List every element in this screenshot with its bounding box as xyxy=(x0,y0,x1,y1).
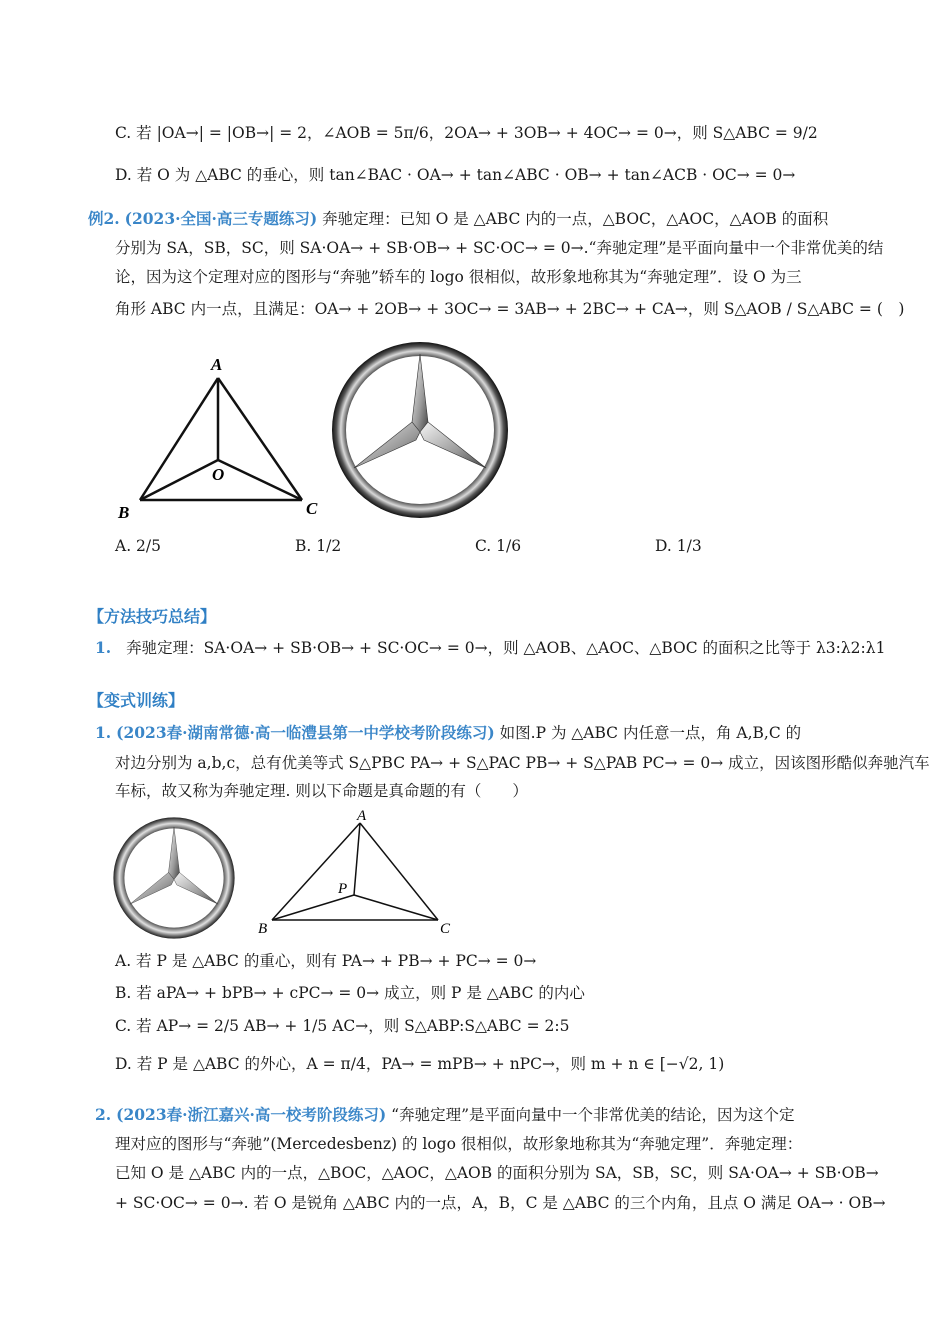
q1-number: 1. xyxy=(95,723,112,742)
prev-option-d: D. 若 O 为 △ABC 的垂心，则 tan∠BAC · OA→ + tan∠ABC · OB→ + tan∠ACB · OC→ = 0→ xyxy=(115,166,796,184)
q1-option-b: B. 若 aPA→ + bPB→ + cPC→ = 0→ 成立，则 P 是 △ABC 的内心 xyxy=(115,984,585,1002)
vertex-label-b: B xyxy=(258,921,268,937)
q1-text-line: 如图.P 为 △ABC 内任意一点，角 A,B,C 的 xyxy=(499,724,802,742)
vertex-label-c: C xyxy=(440,921,451,937)
q2-number: 2. xyxy=(95,1105,112,1124)
q2-text-line: “奔驰定理”是平面向量中一个非常优美的结论，因为这个定 xyxy=(391,1106,795,1124)
vertex-label-b: B xyxy=(118,503,130,522)
q1-text-line: 车标，故又称为奔驰定理. 则以下命题是真命题的有（ ） xyxy=(115,782,528,800)
q1-option-c: C. 若 AP→ = 2/5 AB→ + 1/5 AC→，则 S△ABP:S△ABC = 2:5 xyxy=(115,1017,570,1035)
method-item-number: 1. xyxy=(95,638,112,657)
example2-option-a: A. 2/5 xyxy=(115,537,161,555)
triangle-side-ab xyxy=(140,378,218,500)
q2-first-line xyxy=(95,1104,795,1126)
q2-text-line: 理对应的图形与“奔驰”(Mercedesbenz) 的 logo 很相似，故形象地称其为“奔驰定理”．奔驰定理： xyxy=(115,1135,803,1153)
vertex-label-a: A xyxy=(211,355,223,374)
center-label-o: O xyxy=(212,465,225,484)
triangle-side-ac xyxy=(218,378,302,500)
q1-option-d: D. 若 P 是 △ABC 的外心，A = π/4，PA→ = mPB→ + nPC→，则 m + n ∈ [−√2, 1) xyxy=(115,1055,725,1073)
example2-text-line: 奔驰定理：已知 O 是 △ABC 内的一点，△BOC，△AOC，△AOB 的面积 xyxy=(322,210,829,228)
method-item xyxy=(95,637,885,659)
example2-option-b: B. 1/2 xyxy=(295,537,342,555)
example2-triangle-figure xyxy=(110,350,325,525)
q2-text-line: 已知 O 是 △ABC 内的一点，△BOC，△AOC，△AOB 的面积分别为 SA，SB，SC，则 SA·OA→ + SB·OB→ xyxy=(115,1164,879,1182)
triangle-side-ab xyxy=(272,823,360,920)
q1-triangle-figure xyxy=(250,805,470,940)
example2-source: (2023·全国·高三专题练习) xyxy=(124,209,318,228)
example2-first-line xyxy=(88,208,828,230)
q1-source: (2023春·湖南常德·高一临澧县第一中学校考阶段练习) xyxy=(116,723,495,742)
example2-text-line: 论，因为这个定理对应的图形与“奔驰”轿车的 logo 很相似，故形象地称其为“奔驰定理”．设 O 为三 xyxy=(115,268,802,286)
variant-heading: 【变式训练】 xyxy=(88,691,185,710)
triangle-side-ac xyxy=(360,823,438,920)
point-label-p: P xyxy=(338,881,348,897)
vertex-label-a: A xyxy=(357,808,367,824)
segment-pc xyxy=(354,895,438,920)
q2-source: (2023春·浙江嘉兴·高一校考阶段练习) xyxy=(116,1105,387,1124)
segment-ap xyxy=(354,823,360,895)
prev-option-c: C. 若 |OA→| = |OB→| = 2，∠AOB = 5π/6，2OA→ + 3OB→ + 4OC→ = 0→，则 S△ABC = 9/2 xyxy=(115,124,818,142)
example2-label: 例2. xyxy=(88,209,120,228)
q1-text-line: 对边分别为 a,b,c，总有优美等式 S△PBC PA→ + S△PAC PB→ + S△PAB PC→ = 0→ 成立，因该图形酷似奔驰汽车 xyxy=(115,754,930,772)
mercedes-logo-small-icon xyxy=(112,816,236,940)
q1-option-a: A. 若 P 是 △ABC 的重心，则有 PA→ + PB→ + PC→ = 0→ xyxy=(115,952,537,970)
example2-option-d: D. 1/3 xyxy=(655,537,702,555)
mercedes-logo-icon xyxy=(330,340,510,520)
method-item-text: 奔驰定理：SA·OA→ + SB·OB→ + SC·OC→ = 0→，则 △AOB、△AOC、△BOC 的面积之比等于 λ3:λ2:λ1 xyxy=(126,639,886,657)
q2-text-line: + SC·OC→ = 0→. 若 O 是锐角 △ABC 内的一点，A，B，C 是 △ABC 的三个内角，且点 O 满足 OA→ · OB→ xyxy=(115,1194,886,1212)
example2-option-c: C. 1/6 xyxy=(475,537,522,555)
method-heading: 【方法技巧总结】 xyxy=(88,607,217,626)
vertex-label-c: C xyxy=(306,499,318,518)
q1-first-line xyxy=(95,722,801,744)
example2-text-line: 角形 ABC 内一点，且满足：OA→ + 2OB→ + 3OC→ = 3AB→ + 2BC→ + CA→，则 S△AOB / S△ABC = ( ) xyxy=(115,300,905,318)
example2-text-line: 分别为 SA，SB，SC，则 SA·OA→ + SB·OB→ + SC·OC→ = 0→.“奔驰定理”是平面向量中一个非常优美的结 xyxy=(115,239,884,257)
